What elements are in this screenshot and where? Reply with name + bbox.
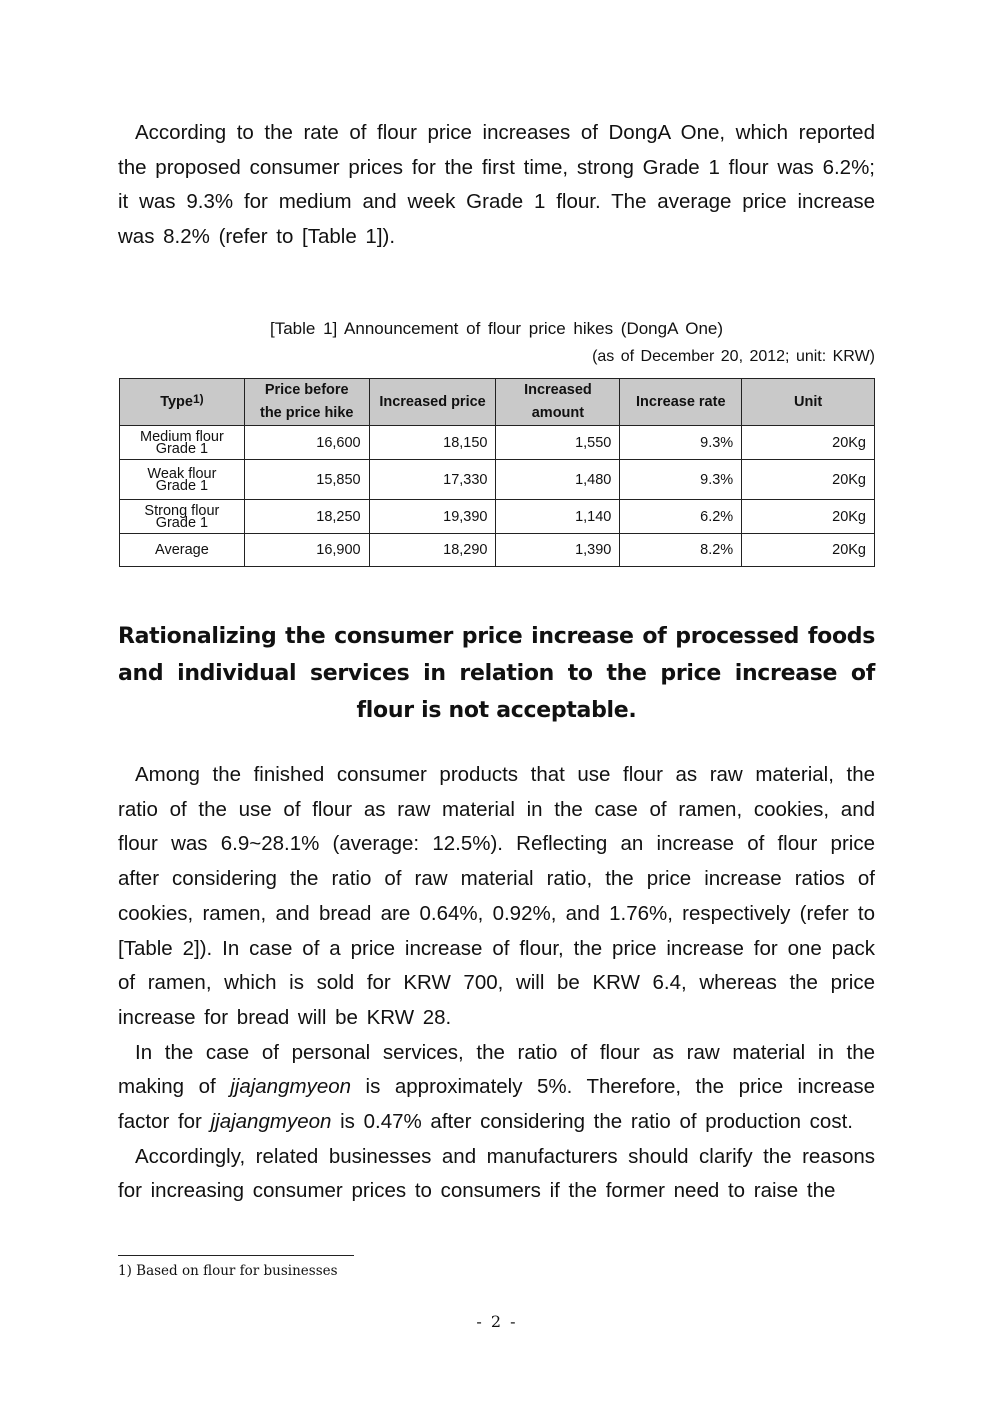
footnote-marker: 1) bbox=[192, 391, 204, 406]
cell-type: Average bbox=[120, 534, 245, 567]
table-row bbox=[120, 500, 875, 534]
body-section bbox=[118, 758, 875, 1209]
cell-unit: 20Kg bbox=[742, 534, 875, 567]
cell-amount: 1,480 bbox=[496, 460, 620, 500]
header-unit: Unit bbox=[742, 379, 875, 426]
footnote-text: 1) Based on flour for businesses bbox=[118, 1263, 338, 1279]
header-increased-price: Increased price bbox=[369, 379, 496, 426]
section-heading: Rationalizing the consumer price increase of processed foods and individual services in relation to the price increase of flour is not acceptable. bbox=[118, 624, 875, 723]
header-price-before: Price before the price hike bbox=[244, 379, 369, 426]
cell-increased: 18,290 bbox=[369, 534, 496, 567]
cell-before: 16,900 bbox=[244, 534, 369, 567]
dish-name: jjajangmyeon bbox=[210, 1110, 332, 1134]
flour-price-table bbox=[119, 378, 875, 567]
table-row bbox=[120, 534, 875, 567]
dish-name: jjajangmyeon bbox=[230, 1075, 352, 1099]
header-increase-rate: Increase rate bbox=[620, 379, 742, 426]
cell-before: 16,600 bbox=[244, 426, 369, 460]
cell-unit: 20Kg bbox=[742, 460, 875, 500]
cell-rate: 6.2% bbox=[620, 500, 742, 534]
table-caption: [Table 1] Announcement of flour price hikes (DongA One) bbox=[269, 319, 724, 338]
table-row bbox=[120, 426, 875, 460]
footnote-divider bbox=[118, 1255, 354, 1256]
intro-paragraph: According to the rate of flour price increases of DongA One, which reported the proposed consumer prices for the first time, strong Grade 1 flour was 6.2%; it was 9.3% for medium and week Grade 1 flour. The average price increase was 8.2% (refer to [Table 1]). bbox=[118, 121, 875, 249]
page-number: - 2 - bbox=[476, 1312, 516, 1331]
cell-rate: 9.3% bbox=[620, 426, 742, 460]
body-paragraph-1: Among the finished consumer products that use flour as raw material, the ratio of the use of flour as raw material in the case of ramen, cookies, and flour was 6.9~28.1% (average: 12.5%). Reflecting an increase of flour price after considering the ratio of raw material ratio, the price increase ratios of cookies, ramen, and bread are 0.64%, 0.92%, and 1.76%, respectively (refer to [Table 2]). In case of a price increase of flour, the price increase for one pack of ramen, which is sold for KRW 700, will be KRW 6.4, whereas the price increase for bread will be KRW 28. bbox=[118, 763, 875, 1029]
cell-unit: 20Kg bbox=[742, 426, 875, 460]
cell-type: Weak flour Grade 1 bbox=[120, 460, 245, 500]
cell-rate: 9.3% bbox=[620, 460, 742, 500]
cell-amount: 1,140 bbox=[496, 500, 620, 534]
body-paragraph-2: In the case of personal services, the ratio of flour as raw material in the making of jjajangmyeon is approximately 5%. Therefore, the price increase factor for jjajangmyeon is 0.47% after considering the ratio of production cost. bbox=[118, 1040, 875, 1134]
intro-section bbox=[118, 116, 875, 255]
cell-increased: 17,330 bbox=[369, 460, 496, 500]
cell-rate: 8.2% bbox=[620, 534, 742, 567]
cell-amount: 1,550 bbox=[496, 426, 620, 460]
cell-before: 15,850 bbox=[244, 460, 369, 500]
cell-increased: 18,150 bbox=[369, 426, 496, 460]
cell-type: Medium flour Grade 1 bbox=[120, 426, 245, 460]
cell-unit: 20Kg bbox=[742, 500, 875, 534]
header-increased-amount: Increased amount bbox=[496, 379, 620, 426]
cell-before: 18,250 bbox=[244, 500, 369, 534]
table-note: (as of December 20, 2012; unit: KRW) bbox=[592, 348, 875, 365]
cell-type: Strong flour Grade 1 bbox=[120, 500, 245, 534]
header-type: Type$^{1)}$ bbox=[120, 379, 245, 426]
table-row bbox=[120, 460, 875, 500]
cell-increased: 19,390 bbox=[369, 500, 496, 534]
table-header-row bbox=[120, 379, 875, 426]
cell-amount: 1,390 bbox=[496, 534, 620, 567]
body-paragraph-3: Accordingly, related businesses and manufacturers should clarify the reasons for increasing consumer prices to consumers if the former need to raise the bbox=[118, 1144, 875, 1203]
